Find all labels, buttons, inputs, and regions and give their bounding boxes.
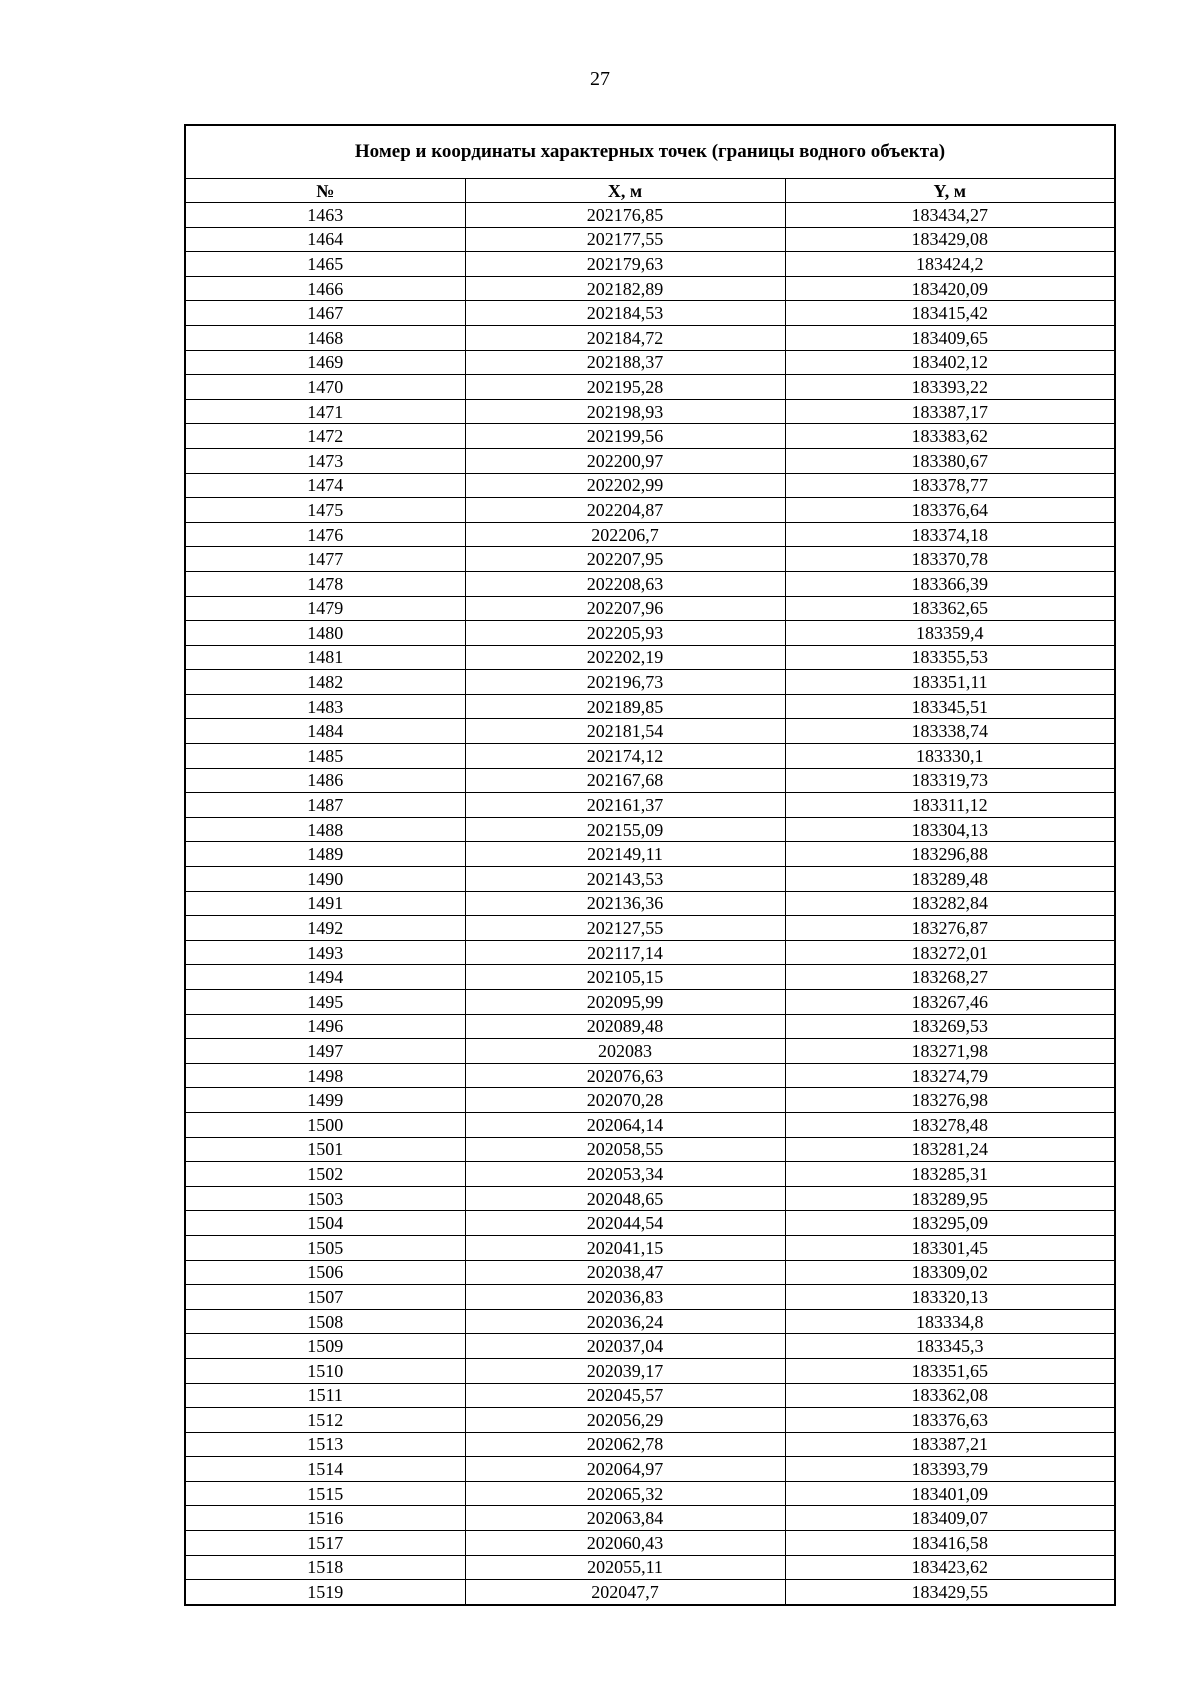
- table-row: [185, 694, 1115, 719]
- table-row: [185, 867, 1115, 892]
- table-row: [185, 498, 1115, 523]
- table-row: [185, 842, 1115, 867]
- table-row: [185, 522, 1115, 547]
- y-coordinate-cell: 183281,24: [785, 1137, 1115, 1162]
- x-coordinate-cell: 202143,53: [465, 867, 785, 892]
- x-coordinate-cell: 202065,32: [465, 1481, 785, 1506]
- point-number-cell: 1473: [185, 448, 465, 473]
- x-coordinate-cell: 202083: [465, 1039, 785, 1064]
- x-coordinate-cell: 202045,57: [465, 1383, 785, 1408]
- point-number-cell: 1471: [185, 399, 465, 424]
- y-coordinate-cell: 183378,77: [785, 473, 1115, 498]
- point-number-cell: 1503: [185, 1186, 465, 1211]
- table-row: [185, 375, 1115, 400]
- table-row: [185, 571, 1115, 596]
- page-number: 27: [590, 68, 610, 90]
- y-coordinate-cell: 183376,64: [785, 498, 1115, 523]
- y-coordinate-cell: 183416,58: [785, 1531, 1115, 1556]
- x-coordinate-cell: 202058,55: [465, 1137, 785, 1162]
- y-coordinate-cell: 183268,27: [785, 965, 1115, 990]
- point-number-cell: 1495: [185, 990, 465, 1015]
- table-row: [185, 1260, 1115, 1285]
- x-coordinate-cell: 202182,89: [465, 276, 785, 301]
- x-coordinate-cell: 202189,85: [465, 694, 785, 719]
- point-number-cell: 1480: [185, 621, 465, 646]
- x-coordinate-cell: 202204,87: [465, 498, 785, 523]
- x-coordinate-cell: 202202,99: [465, 473, 785, 498]
- table-row: [185, 645, 1115, 670]
- x-coordinate-cell: 202188,37: [465, 350, 785, 375]
- point-number-cell: 1513: [185, 1432, 465, 1457]
- x-coordinate-cell: 202207,95: [465, 547, 785, 572]
- x-coordinate-cell: 202167,68: [465, 768, 785, 793]
- point-number-cell: 1486: [185, 768, 465, 793]
- point-number-cell: 1506: [185, 1260, 465, 1285]
- point-number-cell: 1511: [185, 1383, 465, 1408]
- x-coordinate-cell: 202089,48: [465, 1014, 785, 1039]
- x-coordinate-cell: 202064,97: [465, 1457, 785, 1482]
- x-coordinate-cell: 202117,14: [465, 940, 785, 965]
- point-number-cell: 1472: [185, 424, 465, 449]
- table-row: [185, 399, 1115, 424]
- point-number-cell: 1504: [185, 1211, 465, 1236]
- point-number-cell: 1514: [185, 1457, 465, 1482]
- x-coordinate-cell: 202063,84: [465, 1506, 785, 1531]
- point-number-cell: 1466: [185, 276, 465, 301]
- point-number-cell: 1478: [185, 571, 465, 596]
- point-number-cell: 1489: [185, 842, 465, 867]
- x-coordinate-cell: 202036,24: [465, 1309, 785, 1334]
- y-coordinate-cell: 183276,87: [785, 916, 1115, 941]
- x-coordinate-cell: 202039,17: [465, 1358, 785, 1383]
- table-row: [185, 1334, 1115, 1359]
- point-number-cell: 1487: [185, 793, 465, 818]
- table-row: [185, 793, 1115, 818]
- point-number-cell: 1470: [185, 375, 465, 400]
- table-row: [185, 1211, 1115, 1236]
- table-row: [185, 990, 1115, 1015]
- point-number-cell: 1468: [185, 325, 465, 350]
- table-row: [185, 1235, 1115, 1260]
- x-coordinate-cell: 202060,43: [465, 1531, 785, 1556]
- y-coordinate-cell: 183301,45: [785, 1235, 1115, 1260]
- table-row: [185, 1137, 1115, 1162]
- point-number-cell: 1481: [185, 645, 465, 670]
- y-coordinate-cell: 183319,73: [785, 768, 1115, 793]
- y-coordinate-cell: 183393,79: [785, 1457, 1115, 1482]
- table-row: [185, 448, 1115, 473]
- y-coordinate-cell: 183429,55: [785, 1580, 1115, 1605]
- y-coordinate-cell: 183289,95: [785, 1186, 1115, 1211]
- y-coordinate-cell: 183276,98: [785, 1088, 1115, 1113]
- y-coordinate-cell: 183338,74: [785, 719, 1115, 744]
- y-coordinate-cell: 183309,02: [785, 1260, 1115, 1285]
- table-row: [185, 1014, 1115, 1039]
- table-row: [185, 719, 1115, 744]
- y-coordinate-cell: 183330,1: [785, 744, 1115, 769]
- point-number-cell: 1484: [185, 719, 465, 744]
- point-number-cell: 1507: [185, 1285, 465, 1310]
- x-coordinate-cell: 202176,85: [465, 203, 785, 228]
- point-number-cell: 1500: [185, 1112, 465, 1137]
- x-coordinate-cell: 202095,99: [465, 990, 785, 1015]
- y-coordinate-cell: 183278,48: [785, 1112, 1115, 1137]
- y-coordinate-cell: 183362,08: [785, 1383, 1115, 1408]
- point-number-cell: 1463: [185, 203, 465, 228]
- point-number-cell: 1475: [185, 498, 465, 523]
- y-coordinate-cell: 183355,53: [785, 645, 1115, 670]
- table-row: [185, 1383, 1115, 1408]
- point-number-cell: 1488: [185, 817, 465, 842]
- y-coordinate-cell: 183295,09: [785, 1211, 1115, 1236]
- x-coordinate-cell: 202199,56: [465, 424, 785, 449]
- y-coordinate-cell: 183423,62: [785, 1555, 1115, 1580]
- point-number-cell: 1482: [185, 670, 465, 695]
- table-row: [185, 940, 1115, 965]
- point-number-cell: 1479: [185, 596, 465, 621]
- point-number-cell: 1477: [185, 547, 465, 572]
- table-row: [185, 1555, 1115, 1580]
- point-number-cell: 1464: [185, 227, 465, 252]
- point-number-cell: 1508: [185, 1309, 465, 1334]
- coordinates-table: [184, 124, 1116, 1606]
- column-header-number: №: [185, 179, 465, 203]
- x-coordinate-cell: 202207,96: [465, 596, 785, 621]
- x-coordinate-cell: 202070,28: [465, 1088, 785, 1113]
- table-row: [185, 1112, 1115, 1137]
- x-coordinate-cell: 202036,83: [465, 1285, 785, 1310]
- table-row: [185, 1358, 1115, 1383]
- point-number-cell: 1491: [185, 891, 465, 916]
- table-row: [185, 621, 1115, 646]
- y-coordinate-cell: 183366,39: [785, 571, 1115, 596]
- point-number-cell: 1509: [185, 1334, 465, 1359]
- y-coordinate-cell: 183269,53: [785, 1014, 1115, 1039]
- y-coordinate-cell: 183311,12: [785, 793, 1115, 818]
- y-coordinate-cell: 183334,8: [785, 1309, 1115, 1334]
- table-title: Номер и координаты характерных точек (границы водного объекта): [185, 125, 1115, 179]
- table-row: [185, 1285, 1115, 1310]
- x-coordinate-cell: 202205,93: [465, 621, 785, 646]
- x-coordinate-cell: 202044,54: [465, 1211, 785, 1236]
- y-coordinate-cell: 183296,88: [785, 842, 1115, 867]
- point-number-cell: 1512: [185, 1408, 465, 1433]
- x-coordinate-cell: 202208,63: [465, 571, 785, 596]
- x-coordinate-cell: 202149,11: [465, 842, 785, 867]
- x-coordinate-cell: 202179,63: [465, 252, 785, 277]
- y-coordinate-cell: 183351,11: [785, 670, 1115, 695]
- y-coordinate-cell: 183370,78: [785, 547, 1115, 572]
- table-body: [185, 203, 1115, 1605]
- x-coordinate-cell: 202195,28: [465, 375, 785, 400]
- table-row: [185, 301, 1115, 326]
- y-coordinate-cell: 183271,98: [785, 1039, 1115, 1064]
- y-coordinate-cell: 183409,65: [785, 325, 1115, 350]
- point-number-cell: 1469: [185, 350, 465, 375]
- x-coordinate-cell: 202155,09: [465, 817, 785, 842]
- x-coordinate-cell: 202055,11: [465, 1555, 785, 1580]
- y-coordinate-cell: 183289,48: [785, 867, 1115, 892]
- x-coordinate-cell: 202184,72: [465, 325, 785, 350]
- x-coordinate-cell: 202202,19: [465, 645, 785, 670]
- table-row: [185, 424, 1115, 449]
- point-number-cell: 1516: [185, 1506, 465, 1531]
- table-row: [185, 1408, 1115, 1433]
- y-coordinate-cell: 183267,46: [785, 990, 1115, 1015]
- table-row: [185, 1432, 1115, 1457]
- table-row: [185, 227, 1115, 252]
- table-row: [185, 350, 1115, 375]
- point-number-cell: 1510: [185, 1358, 465, 1383]
- x-coordinate-cell: 202181,54: [465, 719, 785, 744]
- y-coordinate-cell: 183282,84: [785, 891, 1115, 916]
- y-coordinate-cell: 183345,51: [785, 694, 1115, 719]
- y-coordinate-cell: 183429,08: [785, 227, 1115, 252]
- y-coordinate-cell: 183415,42: [785, 301, 1115, 326]
- y-coordinate-cell: 183387,17: [785, 399, 1115, 424]
- table-row: [185, 1481, 1115, 1506]
- point-number-cell: 1505: [185, 1235, 465, 1260]
- y-coordinate-cell: 183409,07: [785, 1506, 1115, 1531]
- x-coordinate-cell: 202048,65: [465, 1186, 785, 1211]
- table-row: [185, 1063, 1115, 1088]
- y-coordinate-cell: 183345,3: [785, 1334, 1115, 1359]
- y-coordinate-cell: 183362,65: [785, 596, 1115, 621]
- table-row: [185, 473, 1115, 498]
- point-number-cell: 1494: [185, 965, 465, 990]
- y-coordinate-cell: 183274,79: [785, 1063, 1115, 1088]
- point-number-cell: 1518: [185, 1555, 465, 1580]
- x-coordinate-cell: 202053,34: [465, 1162, 785, 1187]
- point-number-cell: 1502: [185, 1162, 465, 1187]
- y-coordinate-cell: 183272,01: [785, 940, 1115, 965]
- x-coordinate-cell: 202076,63: [465, 1063, 785, 1088]
- y-coordinate-cell: 183383,62: [785, 424, 1115, 449]
- x-coordinate-cell: 202038,47: [465, 1260, 785, 1285]
- table-row: [185, 916, 1115, 941]
- x-coordinate-cell: 202196,73: [465, 670, 785, 695]
- table-row: [185, 1580, 1115, 1605]
- x-coordinate-cell: 202037,04: [465, 1334, 785, 1359]
- y-coordinate-cell: 183359,4: [785, 621, 1115, 646]
- table-row: [185, 965, 1115, 990]
- point-number-cell: 1483: [185, 694, 465, 719]
- y-coordinate-cell: 183402,12: [785, 350, 1115, 375]
- y-coordinate-cell: 183380,67: [785, 448, 1115, 473]
- x-coordinate-cell: 202056,29: [465, 1408, 785, 1433]
- column-header-x: X, м: [465, 179, 785, 203]
- point-number-cell: 1499: [185, 1088, 465, 1113]
- table-row: [185, 744, 1115, 769]
- table-row: [185, 891, 1115, 916]
- table-row: [185, 203, 1115, 228]
- x-coordinate-cell: 202105,15: [465, 965, 785, 990]
- x-coordinate-cell: 202174,12: [465, 744, 785, 769]
- point-number-cell: 1519: [185, 1580, 465, 1605]
- x-coordinate-cell: 202062,78: [465, 1432, 785, 1457]
- x-coordinate-cell: 202184,53: [465, 301, 785, 326]
- y-coordinate-cell: 183351,65: [785, 1358, 1115, 1383]
- table-row: [185, 817, 1115, 842]
- x-coordinate-cell: 202127,55: [465, 916, 785, 941]
- x-coordinate-cell: 202177,55: [465, 227, 785, 252]
- point-number-cell: 1497: [185, 1039, 465, 1064]
- table-row: [185, 276, 1115, 301]
- x-coordinate-cell: 202064,14: [465, 1112, 785, 1137]
- point-number-cell: 1496: [185, 1014, 465, 1039]
- table-row: [185, 670, 1115, 695]
- table-row: [185, 547, 1115, 572]
- table-row: [185, 1186, 1115, 1211]
- y-coordinate-cell: 183420,09: [785, 276, 1115, 301]
- y-coordinate-cell: 183304,13: [785, 817, 1115, 842]
- y-coordinate-cell: 183424,2: [785, 252, 1115, 277]
- y-coordinate-cell: 183434,27: [785, 203, 1115, 228]
- point-number-cell: 1476: [185, 522, 465, 547]
- point-number-cell: 1515: [185, 1481, 465, 1506]
- table-row: [185, 1531, 1115, 1556]
- point-number-cell: 1498: [185, 1063, 465, 1088]
- y-coordinate-cell: 183393,22: [785, 375, 1115, 400]
- column-header-y: Y, м: [785, 179, 1115, 203]
- x-coordinate-cell: 202047,7: [465, 1580, 785, 1605]
- x-coordinate-cell: 202136,36: [465, 891, 785, 916]
- y-coordinate-cell: 183401,09: [785, 1481, 1115, 1506]
- point-number-cell: 1465: [185, 252, 465, 277]
- table-row: [185, 1457, 1115, 1482]
- point-number-cell: 1501: [185, 1137, 465, 1162]
- y-coordinate-cell: 183374,18: [785, 522, 1115, 547]
- point-number-cell: 1485: [185, 744, 465, 769]
- x-coordinate-cell: 202198,93: [465, 399, 785, 424]
- y-coordinate-cell: 183376,63: [785, 1408, 1115, 1433]
- x-coordinate-cell: 202161,37: [465, 793, 785, 818]
- y-coordinate-cell: 183285,31: [785, 1162, 1115, 1187]
- y-coordinate-cell: 183387,21: [785, 1432, 1115, 1457]
- table-row: [185, 1162, 1115, 1187]
- point-number-cell: 1492: [185, 916, 465, 941]
- point-number-cell: 1517: [185, 1531, 465, 1556]
- point-number-cell: 1474: [185, 473, 465, 498]
- x-coordinate-cell: 202200,97: [465, 448, 785, 473]
- table-row: [185, 596, 1115, 621]
- table-row: [185, 1039, 1115, 1064]
- point-number-cell: 1493: [185, 940, 465, 965]
- x-coordinate-cell: 202041,15: [465, 1235, 785, 1260]
- table-row: [185, 325, 1115, 350]
- table-row: [185, 252, 1115, 277]
- y-coordinate-cell: 183320,13: [785, 1285, 1115, 1310]
- point-number-cell: 1467: [185, 301, 465, 326]
- x-coordinate-cell: 202206,7: [465, 522, 785, 547]
- table-row: [185, 1506, 1115, 1531]
- table-row: [185, 1088, 1115, 1113]
- point-number-cell: 1490: [185, 867, 465, 892]
- table-row: [185, 768, 1115, 793]
- table-row: [185, 1309, 1115, 1334]
